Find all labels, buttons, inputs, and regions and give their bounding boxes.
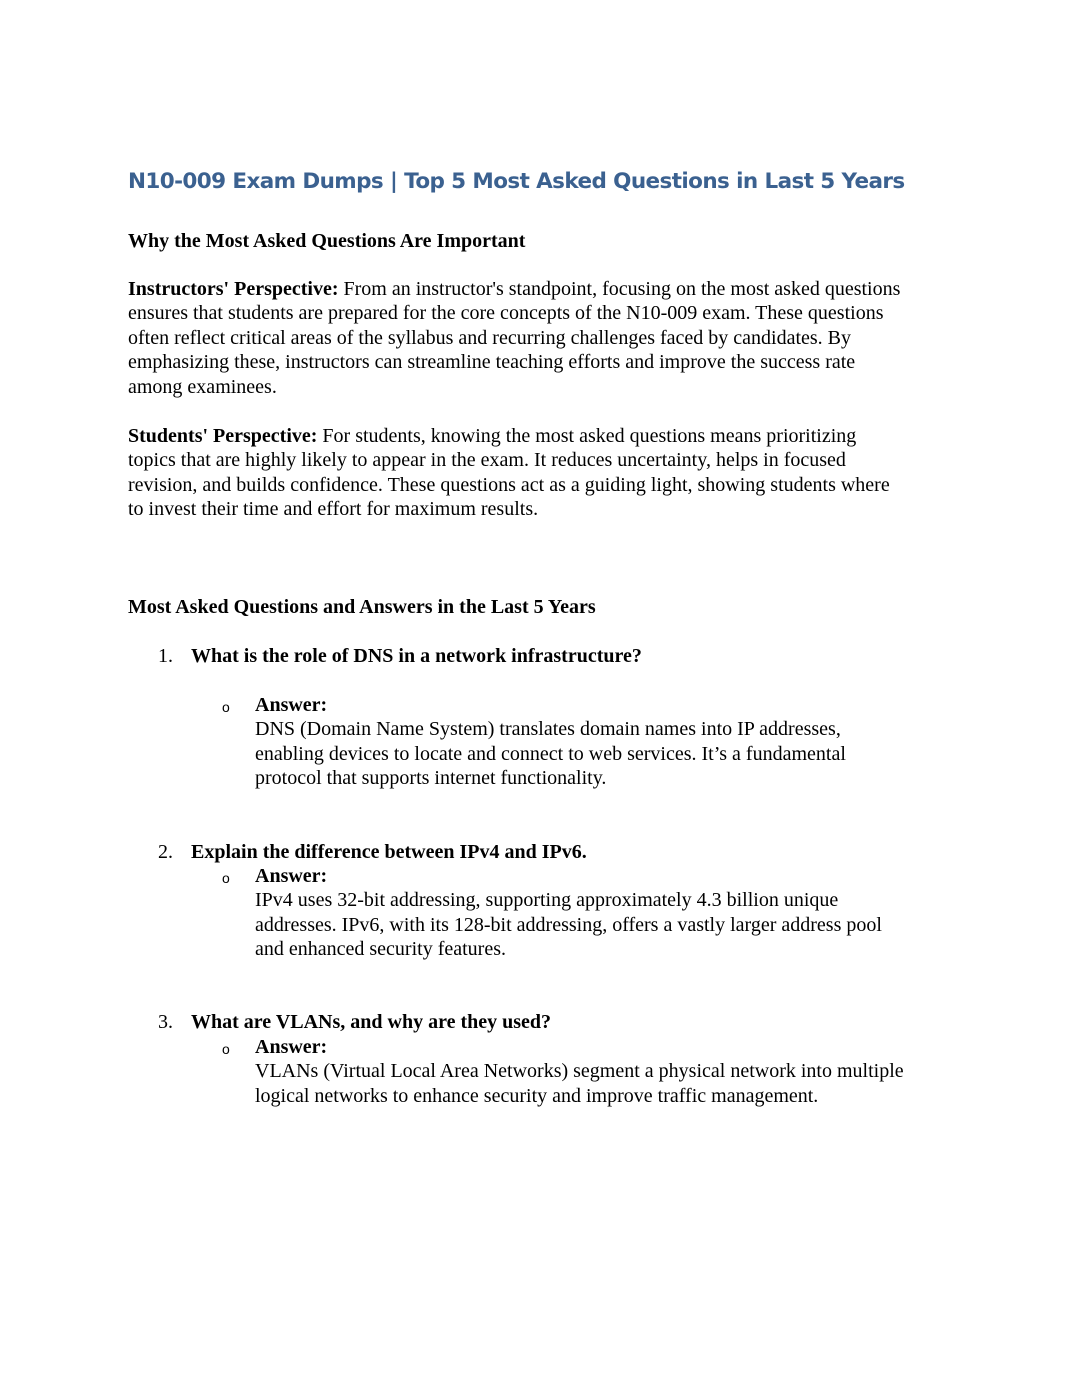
answer-line: addresses. IPv6, with its 128-bit addressing, offers a vastly larger address pool: [255, 913, 882, 936]
instructors-perspective-paragraph: [128, 277, 958, 399]
answer-line: VLANs (Virtual Local Area Networks) segment a physical network into multiple: [255, 1060, 904, 1083]
instructors-lead: Instructors' Perspective:: [128, 278, 339, 300]
question-number: 1.: [158, 645, 173, 667]
question-text: Explain the difference between IPv4 and IPv6.: [191, 841, 587, 863]
answer-line: enabling devices to locate and connect to web services. It’s a fundamental: [255, 742, 846, 765]
students-line-3: revision, and builds confidence. These questions act as a guiding light, showing students where: [128, 473, 890, 496]
students-lead: Students' Perspective:: [128, 425, 318, 447]
question-text: What are VLANs, and why are they used?: [191, 1011, 552, 1033]
answer-label: Answer:: [255, 1036, 328, 1058]
circle-bullet-icon: o: [222, 870, 230, 886]
answer-block: [222, 693, 846, 791]
students-line-4: to invest their time and effort for maximum results.: [128, 498, 539, 521]
instructors-line-5: among examinees.: [128, 375, 277, 398]
importance-heading: Why the Most Asked Questions Are Important: [128, 230, 526, 252]
answer-label: Answer:: [255, 694, 328, 716]
instructors-line-1: [128, 277, 958, 301]
answer-label: Answer:: [255, 865, 328, 887]
circle-bullet-icon: o: [222, 699, 230, 715]
instructors-line-3: often reflect critical areas of the syllabus and recurring challenges faced by candidates. By: [128, 326, 852, 349]
answer-body: [255, 864, 882, 962]
question-number: 3.: [158, 1011, 173, 1033]
answer-line: IPv4 uses 32-bit addressing, supporting approximately 4.3 billion unique: [255, 889, 839, 912]
answer-line: protocol that supports internet functionality.: [255, 767, 607, 790]
question-item: [158, 1010, 551, 1034]
question-item: [158, 644, 642, 668]
answer-line: logical networks to enhance security and improve traffic management.: [255, 1084, 819, 1107]
answer-body: [255, 693, 846, 791]
circle-bullet-icon: o: [222, 1041, 230, 1057]
students-perspective-paragraph: [128, 424, 958, 522]
answer-line: DNS (Domain Name System) translates domain names into IP addresses,: [255, 718, 841, 741]
qa-heading: Most Asked Questions and Answers in the Last 5 Years: [128, 596, 596, 618]
question-number: 2.: [158, 841, 173, 863]
instructors-line-4: emphasizing these, instructors can streamline teaching efforts and improve the success rate: [128, 351, 856, 374]
answer-line: and enhanced security features.: [255, 938, 506, 961]
students-line-2: topics that are highly likely to appear in the exam. It reduces uncertainty, helps in focused: [128, 449, 846, 472]
instructors-line-2: ensures that students are prepared for the core concepts of the N10-009 exam. These questions: [128, 302, 884, 325]
question-text: What is the role of DNS in a network infrastructure?: [191, 645, 642, 667]
students-line-1: [128, 424, 958, 448]
answer-body: [255, 1035, 904, 1108]
document-title: N10-009 Exam Dumps | Top 5 Most Asked Questions in Last 5 Years: [128, 169, 905, 194]
answer-block: [222, 1035, 904, 1108]
answer-block: [222, 864, 882, 962]
question-item: [158, 840, 587, 864]
instructors-text: From an instructor's standpoint, focusing on the most asked questions: [338, 278, 901, 300]
students-text: For students, knowing the most asked questions means prioritizing: [317, 425, 857, 447]
